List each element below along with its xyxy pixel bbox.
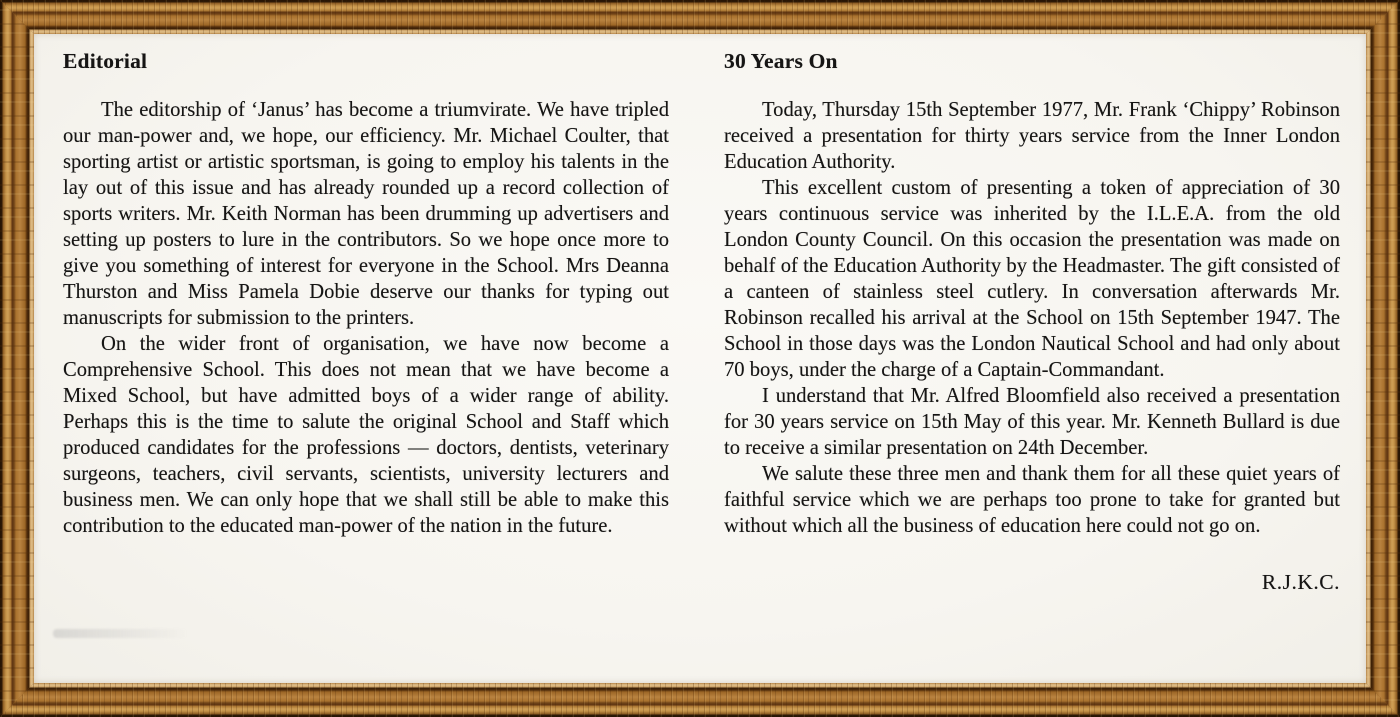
- scan-smudge-artifact: [53, 629, 188, 638]
- thirty-years-on-column: [724, 48, 1340, 684]
- editorial-paragraph-2: On the wider front of organisation, we have now become a Comprehensive School. This does not mean that we have become a Mixed School, but have admitted boys of a wider range of ability. Perhaps this is the time to salute the original School and Staff which produced candidates for the professions — doctors, dentists, veterinary surgeons, teachers, civil servants, scientists, university lecturers and business men. We can only hope that we shall still be able to make this contribution to the educated man-power of the nation in the future.: [63, 333, 669, 537]
- wood-frame-right: [1366, 0, 1400, 717]
- thirty-years-paragraph-2: This excellent custom of presenting a token of appreciation of 30 years continuous service was inherited by the I.L.E.A. from the old London County Council. On this occasion the presentation was made on behalf of the Education Authority by the Headmaster. The gift consisted of a canteen of stainless steel cutlery. In conversation afterwards Mr. Robinson recalled his arrival at the School on 15th September 1947. The School in those days was the London Nautical School and had only about 70 boys, under the charge of a Captain-Commandant.: [724, 177, 1340, 381]
- editorial-paragraph-1: The editorship of ‘Janus’ has become a triumvirate. We have tripled our man-power and, we hope, our efficiency. Mr. Michael Coulter, that sporting artist or artistic sportsman, is going to employ his talents in the lay out of this issue and has already rounded up a record collection of sports writers. Mr. Keith Norman has been drumming up advertisers and setting up posters to lure in the contributors. So we hope once more to give you something of interest for everyone in the School. Mrs Deanna Thurston and Miss Pamela Dobie deserve our thanks for typing out manuscripts for submission to the printers.: [63, 99, 669, 329]
- wood-frame-left: [0, 0, 34, 717]
- thirty-years-on-heading: 30 Years On: [724, 49, 838, 73]
- thirty-years-paragraph-3: I understand that Mr. Alfred Bloomfield also received a presentation for 30 years service on 15th May of this year. Mr. Kenneth Bullard is due to receive a similar presentation on 24th December.: [724, 385, 1340, 459]
- wood-frame-top: [0, 0, 1400, 34]
- thirty-years-paragraph-1: Today, Thursday 15th September 1977, Mr. Frank ‘Chippy’ Robinson received a presentation for thirty years service from the Inner London Education Authority.: [724, 99, 1340, 173]
- author-initials-signature: R.J.K.C.: [1261, 570, 1340, 594]
- editorial-column: [63, 48, 669, 684]
- editorial-heading: Editorial: [63, 49, 148, 73]
- magazine-page: [33, 33, 1367, 684]
- thirty-years-paragraph-4: We salute these three men and thank them for all these quiet years of faithful service which we are perhaps too prone to take for granted but without which all the business of education here could not go on.: [724, 463, 1340, 537]
- wood-frame-bottom: [0, 683, 1400, 717]
